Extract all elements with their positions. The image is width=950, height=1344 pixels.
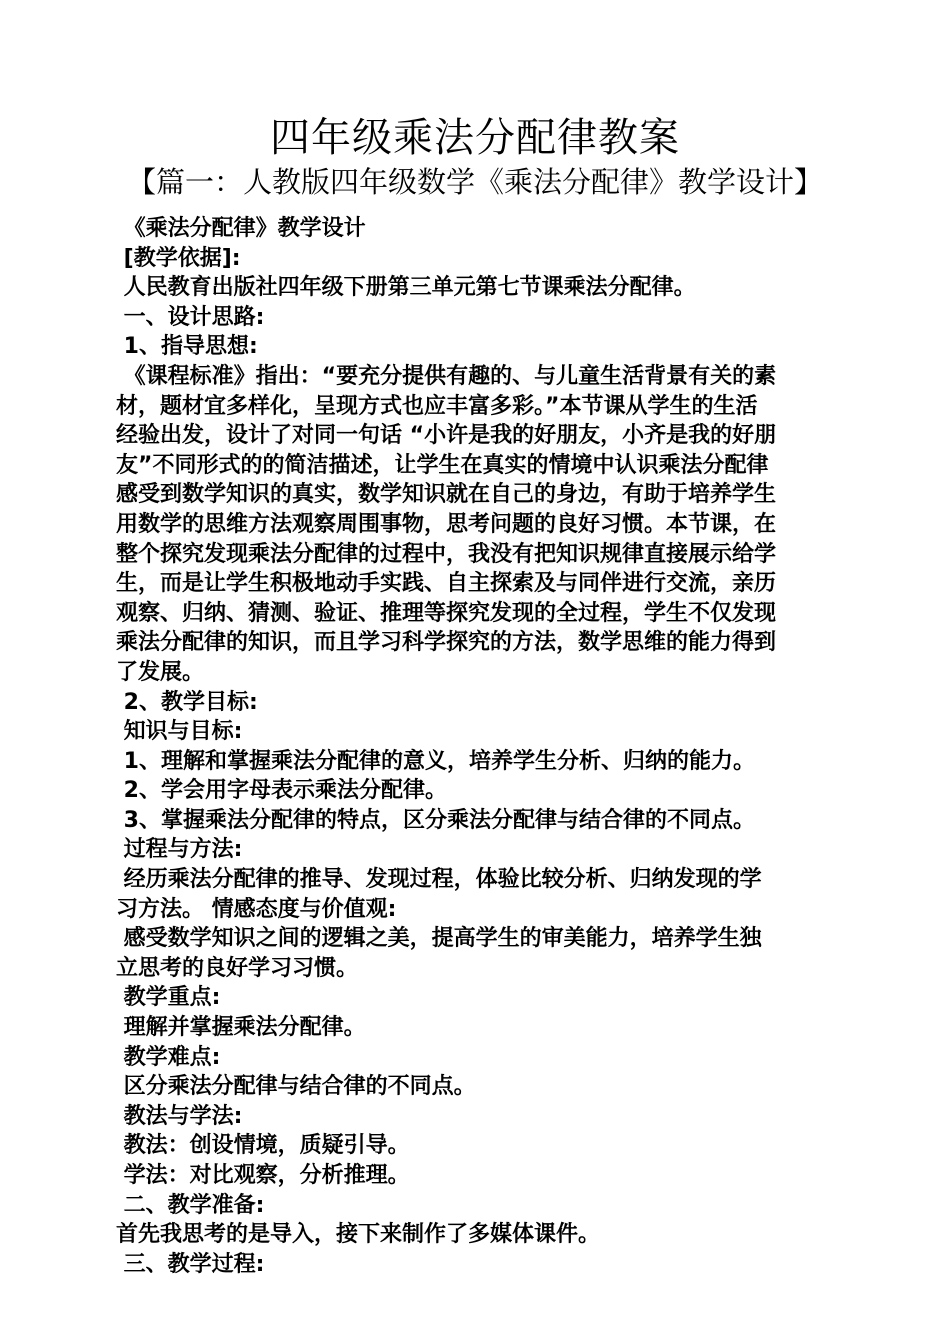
body-line: 区分乘法分配律与结合律的不同点。 — [116, 1074, 476, 1100]
document-body — [116, 214, 838, 1279]
body-line: 教法：创设情境，质疑引导。 — [116, 1133, 410, 1159]
body-line: 一、设计思路: — [116, 304, 265, 330]
body-line: 1、指导思想: — [116, 334, 258, 360]
document-subtitle: 【篇一：人教版四年级数学《乘法分配律》教学设计】 — [126, 165, 823, 199]
body-line: [教学依据]: — [116, 245, 241, 271]
body-line: 经验出发，设计了对同一句话 “小许是我的好朋友，小齐是我的好朋 — [116, 423, 777, 449]
body-line: 3、掌握乘法分配律的特点，区分乘法分配律与结合律的不同点。 — [116, 807, 755, 833]
body-line: 感受数学知识之间的逻辑之美，提高学生的审美能力，培养学生独 — [116, 926, 762, 952]
body-line: 知识与目标: — [116, 719, 243, 745]
body-line: 二、教学准备: — [116, 1192, 265, 1218]
body-line: 2、教学目标: — [116, 689, 258, 715]
body-line: 观察、归纳、猜测、验证、推理等探究发现的全过程，学生不仅发现 — [116, 600, 777, 626]
body-line: 整个探究发现乘法分配律的过程中，我没有把知识规律直接展示给学 — [116, 541, 777, 567]
body-line: 《乘法分配律》教学设计 — [116, 216, 366, 241]
body-line: 理解并掌握乘法分配律。 — [116, 1015, 366, 1041]
body-line: 2、学会用字母表示乘法分配律。 — [116, 778, 447, 804]
body-line: 教学难点: — [116, 1044, 221, 1070]
body-line: 经历乘法分配律的推导、发现过程，体验比较分析、归纳发现的学 — [116, 867, 762, 893]
body-line: 教法与学法: — [116, 1103, 243, 1129]
body-line: 《课程标准》指出：“要充分提供有趣的、与儿童生活背景有关的素 — [116, 363, 777, 389]
body-line: 过程与方法: — [116, 837, 243, 863]
body-line: 学法：对比观察，分析推理。 — [116, 1163, 410, 1188]
body-line: 习方法。 情感态度与价值观: — [116, 896, 397, 922]
body-line: 感受到数学知识的真实，数学知识就在自己的身边，有助于培养学生 — [116, 482, 777, 508]
body-line: 首先我思考的是导入，接下来制作了多媒体课件。 — [116, 1222, 601, 1248]
body-line: 生，而是让学生积极地动手实践、自主探索及与同伴进行交流，亲历 — [116, 571, 777, 597]
body-line: 了发展。 — [116, 659, 205, 685]
body-line: 友”不同形式的的简洁描述，让学生在真实的情境中认识乘法分配律 — [116, 452, 769, 478]
document-title: 四年级乘法分配律教案 — [270, 115, 680, 161]
body-line: 人民教育出版社四年级下册第三单元第七节课乘法分配律。 — [116, 275, 696, 301]
body-line: 1、理解和掌握乘法分配律的意义，培养学生分析、归纳的能力。 — [116, 748, 755, 774]
body-line: 三、教学过程: — [116, 1251, 265, 1277]
body-line: 材，题材宜多样化，呈现方式也应丰富多彩。”本节课从学生的生活 — [116, 393, 758, 419]
body-line: 立思考的良好学习习惯。 — [116, 955, 359, 981]
body-line: 用数学的思维方法观察周围事物，思考问题的良好习惯。本节课，在 — [116, 511, 777, 537]
body-line: 教学重点: — [116, 985, 221, 1011]
body-line: 乘法分配律的知识，而且学习科学探究的方法，数学思维的能力得到 — [116, 630, 777, 656]
